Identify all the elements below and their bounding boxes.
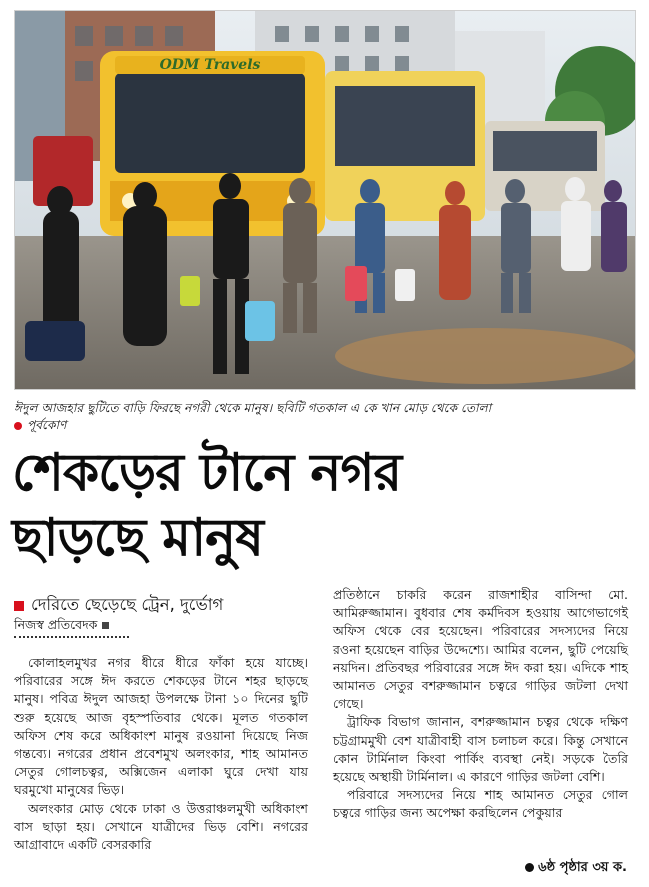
paragraph: কোলাহলমুখর নগর ধীরে ধীরে ফাঁকা হয়ে যাচ্ছে। পরিবারের সঙ্গে ঈদ করতে শেকড়ের টানে শহর ছাড়ছে মানুষ। পবিত্র ঈদুল আজহা উপলক্ষে টানা ১০ দিনের ছুটি শুরু হয়েছে আজ বৃহস্পতিবার থেকে। মূলত গতকাল অফিস শেষ করে অধিকাংশ মানুষ রওয়ানা দিয়েছে নিজ গন্তব্যে। নগরের প্রধান প্রবেশমুখ অলংকার, শাহ আমানত সেতুর গোলচত্বর, অক্সিজেন এলাকা ঘুরে দেখা যায় ঘরমুখো মানুষের ভিড়। xyxy=(14,655,308,798)
credit-text: পূর্বকোণ xyxy=(27,418,67,432)
continuation-text: ৬ষ্ঠ পৃষ্ঠার ৩য় ক. xyxy=(538,860,627,875)
article-column-2 xyxy=(333,586,628,823)
paragraph: পরিবারে সদস্যদের নিয়ে শাহ আমানত সেতুর গোল চত্বরে গাড়ির জন্য অপেক্ষা করছিলেন পেকুয়ার xyxy=(333,787,628,821)
photo-credit xyxy=(14,417,66,434)
paragraph: অলংকার মোড় থেকে ঢাকা ও উত্তরাঞ্চলমুখী অধিকাংশ বাস ছাড়া হয়। সেখানে যাত্রীদের ভিড় বেশি। নগরের আগ্রাবাদে একটি বেসরকারি xyxy=(14,800,308,853)
subheadline xyxy=(14,592,223,619)
byline-text: নিজস্ব প্রতিবেদক xyxy=(14,617,98,632)
bullet-icon xyxy=(14,422,22,430)
subheadline-text: দেরিতে ছেড়েছে ট্রেন, দুর্ভোগ xyxy=(31,595,224,614)
paragraph: প্রতিষ্ঠানে চাকরি করেন রাজশাহীর বাসিন্দা মো. আমিরুজ্জামান। বুধবার শেষ কর্মদিবস হওয়ায় আগেভাগেই অফিস থেকে বের হয়েছেন। পরিবারের সদস্যদের নিয়ে রওনা হয়েছেন বাড়ির উদ্দেশ্যে। আমির বলেন, ছুটি পেয়েছি নয়দিন। প্রতিবছর পরিবারের সঙ্গে ঈদ করা হয়। এদিকে শাহ আমানত সেতুর বশরুজ্জামান চত্বরে গাড়ির জটলা দেখা গেছে। xyxy=(333,587,628,712)
news-photo xyxy=(14,10,636,390)
square-bullet-icon xyxy=(14,601,24,611)
headline-line-2: ছাড়ছে মানুষ xyxy=(12,508,263,568)
square-bullet-icon xyxy=(102,622,109,629)
bullet-icon xyxy=(525,863,534,872)
paragraph: ট্রাফিক বিভাগ জানান, বশরুজ্জামান চত্বর থেকে দক্ষিণ চট্টগ্রামমুখী বেশ যাত্রীবাহী বাস চলাচল করে। কিন্তু সেখানে কোন টার্মিনাল কিংবা পার্কিং ব্যবস্থা নেই। সড়কে তৈরি হয়েছে অস্থায়ী টার্মিনাল। এ কারণে গাড়ির জটলা বেশি। xyxy=(333,714,628,785)
bus-sign: ODM Travels xyxy=(159,57,261,73)
photo-caption: ঈদুল আজহার ছুটিতে বাড়ি ফিরছে নগরী থেকে মানুষ। ছবিটি গতকাল এ কে খান মোড় থেকে তোলা xyxy=(14,401,492,415)
byline xyxy=(14,617,109,637)
article-column-1 xyxy=(14,654,308,854)
dotted-divider xyxy=(14,636,129,638)
street-scene-illustration xyxy=(15,11,635,389)
continuation-note xyxy=(525,858,627,879)
headline-line-1: শেকড়ের টানে নগর xyxy=(12,443,402,503)
